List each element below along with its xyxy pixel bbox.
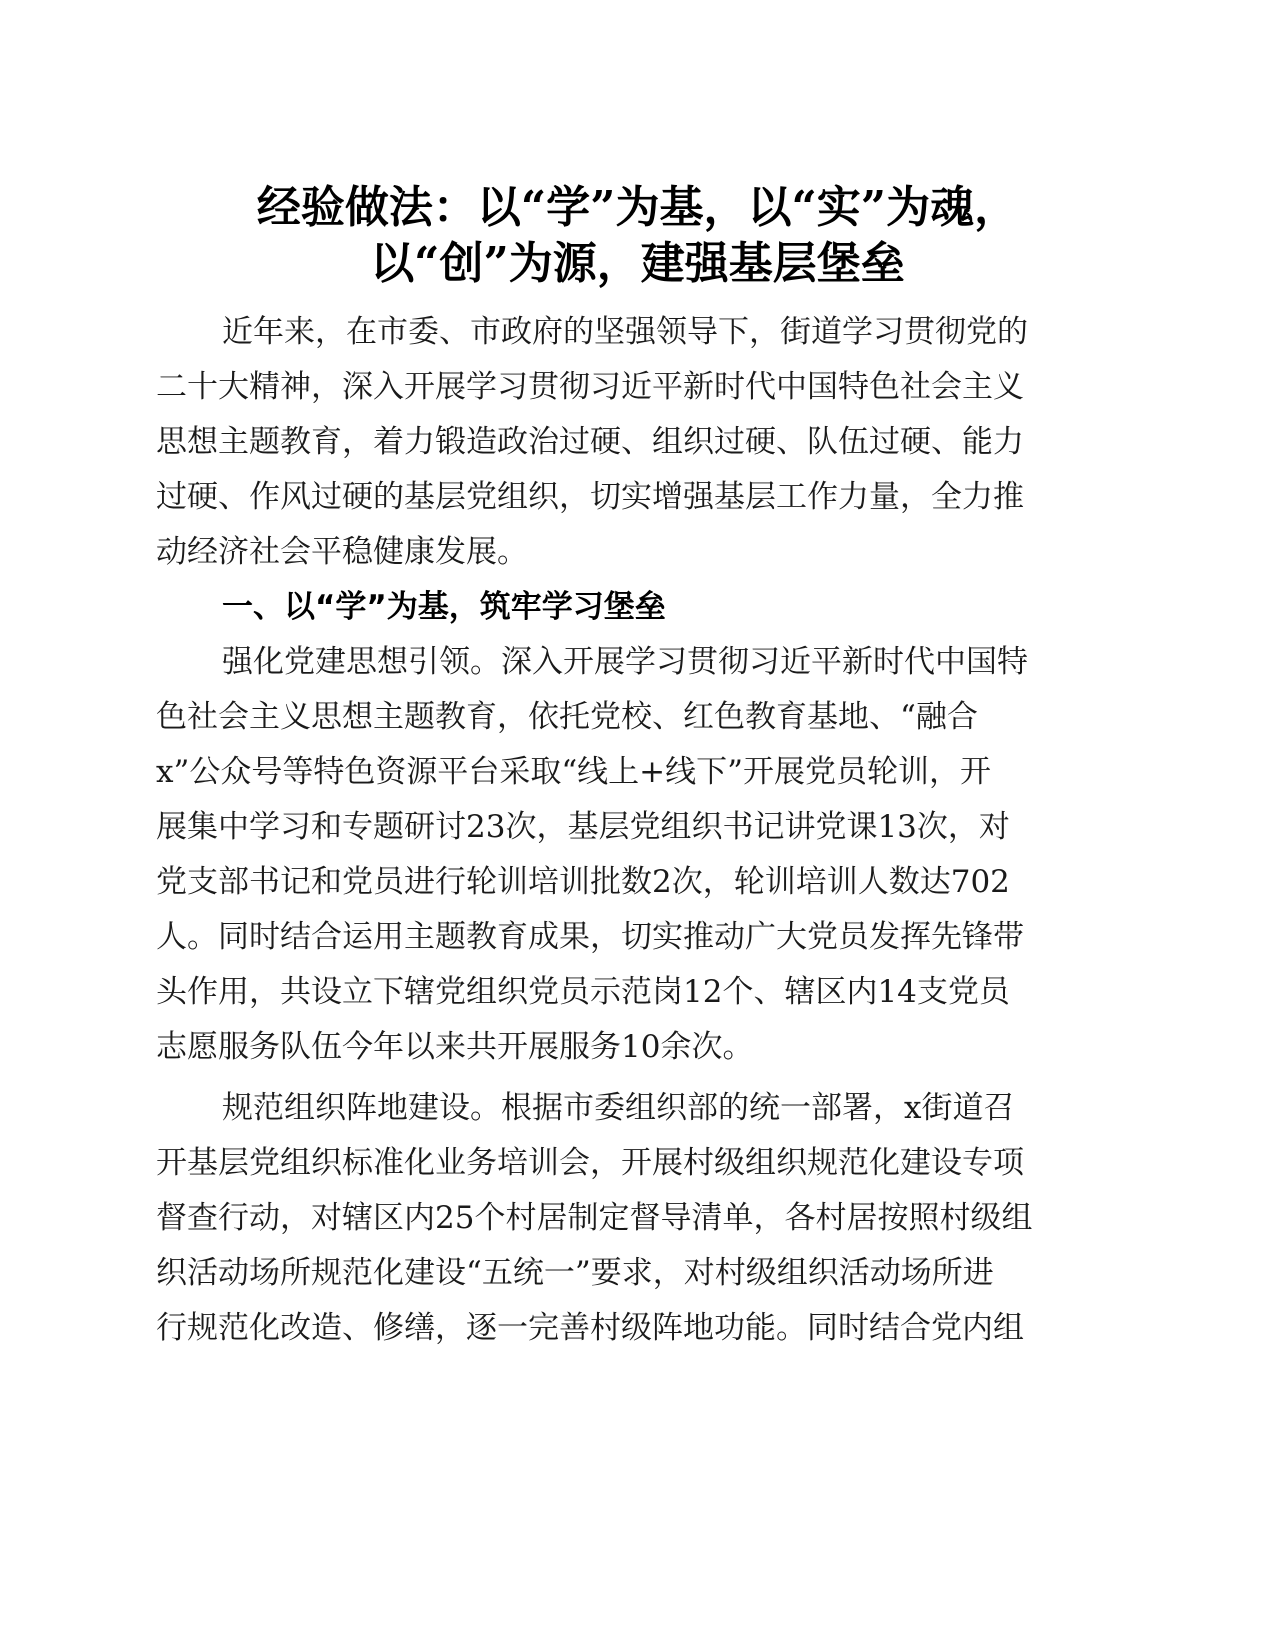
intro-line: 近年来，在市委、市政府的坚强领导下，街道学习贯彻党的	[222, 314, 1028, 350]
paragraph-1-line: 党支部书记和党员进行轮训培训批数2次，轮训培训人数达702	[156, 864, 1010, 900]
paragraph-2-line: 织活动场所规范化建设“五统一”要求，对村级组织活动场所进	[156, 1255, 994, 1291]
paragraph-1-line: 展集中学习和专题研讨23次，基层党组织书记讲党课13次，对	[156, 809, 1010, 845]
paragraph-2-line: 行规范化改造、修缮，逐一完善村级阵地功能。同时结合党内组	[156, 1310, 1024, 1346]
intro-line: 动经济社会平稳健康发展。	[156, 534, 528, 570]
paragraph-2-line: 规范组织阵地建设。根据市委组织部的统一部署，x街道召	[222, 1090, 1015, 1126]
document-title-line-2: 以“创”为源，建强基层堡垒	[370, 238, 905, 289]
paragraph-1-line: 强化党建思想引领。深入开展学习贯彻习近平新时代中国特	[222, 644, 1028, 680]
intro-line: 二十大精神，深入开展学习贯彻习近平新时代中国特色社会主义	[156, 369, 1024, 405]
paragraph-1-line: 人。同时结合运用主题教育成果，切实推动广大党员发挥先锋带	[156, 919, 1024, 955]
paragraph-2-line: 督查行动，对辖区内25个村居制定督导清单，各村居按照村级组	[156, 1200, 1033, 1236]
paragraph-1-line: x”公众号等特色资源平台采取“线上+线下”开展党员轮训，开	[156, 754, 991, 790]
paragraph-1-line: 头作用，共设立下辖党组织党员示范岗12个、辖区内14支党员	[156, 974, 1010, 1010]
intro-line: 过硬、作风过硬的基层党组织，切实增强基层工作力量，全力推	[156, 479, 1024, 515]
intro-line: 思想主题教育，着力锻造政治过硬、组织过硬、队伍过硬、能力	[156, 424, 1024, 460]
paragraph-1-line: 色社会主义思想主题教育，依托党校、红色教育基地、“融合	[156, 699, 978, 735]
paragraph-1-line: 志愿服务队伍今年以来共开展服务10余次。	[156, 1029, 754, 1065]
document-title-line-1: 经验做法：以“学”为基，以“实”为魂，	[256, 182, 1019, 233]
section-heading: 一、以“学”为基，筑牢学习堡垒	[222, 589, 666, 625]
paragraph-2-line: 开基层党组织标准化业务培训会，开展村级组织规范化建设专项	[156, 1145, 1024, 1181]
